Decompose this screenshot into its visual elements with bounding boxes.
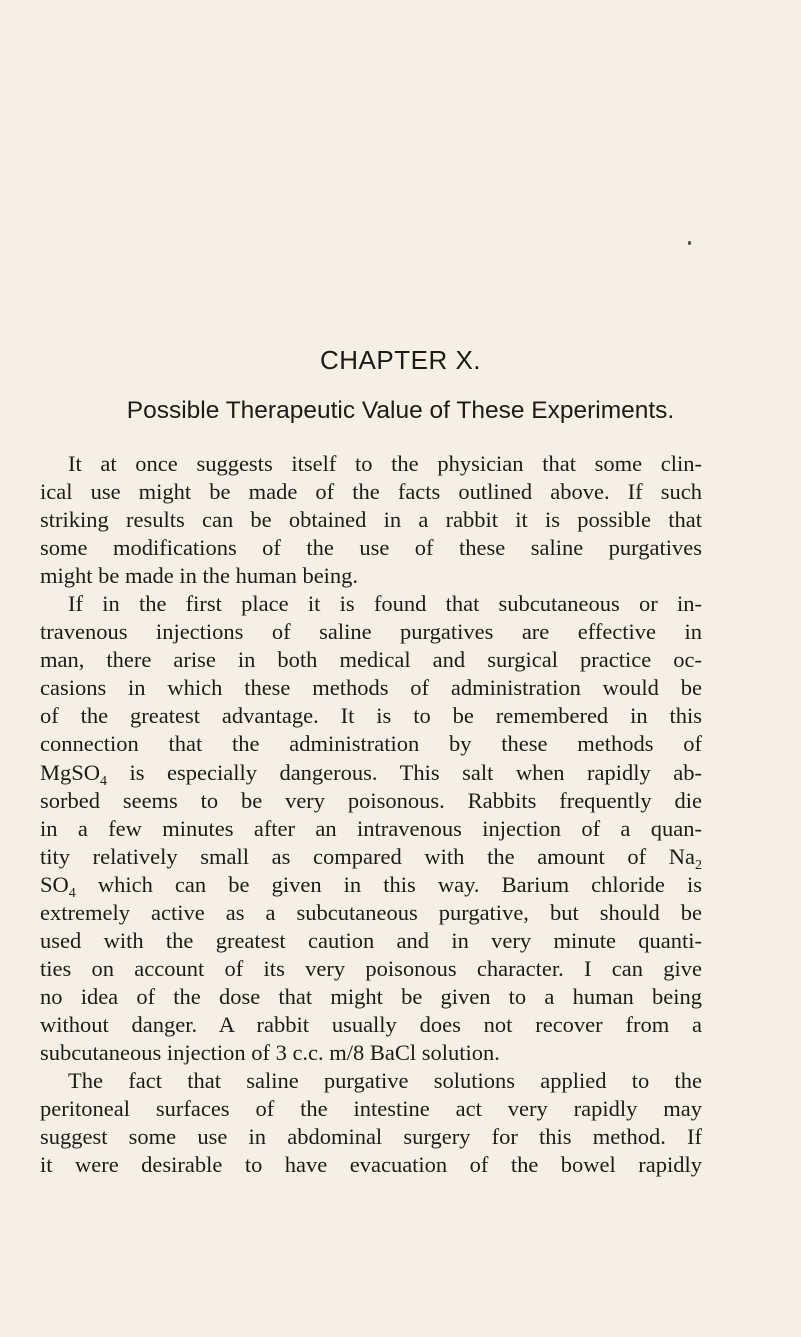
text-line: some modifications of the use of these saline purgatives (40, 535, 702, 561)
text-line: might be made in the human being. (40, 563, 359, 589)
paper-speck (688, 241, 691, 245)
text-line: used with the greatest caution and in very minute quanti- (40, 927, 702, 953)
text-line: no idea of the dose that might be given to a human being (40, 983, 702, 1009)
text-line: travenous injections of saline purgatives are effective in (40, 619, 702, 645)
text-line: ties on account of its very poisonous character. I can give (40, 955, 702, 981)
chapter-heading: CHAPTER X. (319, 345, 482, 375)
text-line: The fact that saline purgative solutions applied to the (68, 1068, 702, 1094)
text-line: subcutaneous injection of 3 c.c. m/8 BaCl solution. (40, 1039, 500, 1065)
chemical-formula: SO (40, 871, 69, 897)
text-line: it were desirable to have evacuation of the bowel rapidly (40, 1152, 702, 1178)
text-line (40, 759, 702, 787)
text-line: ical use might be made of the facts outlined above. If such (40, 479, 702, 505)
text-line: man, there arise in both medical and surgical practice oc- (40, 647, 702, 673)
text-line: extremely active as a subcutaneous purgative, but should be (40, 899, 702, 925)
text-line: casions in which these methods of administration would be (40, 675, 702, 701)
text-line: peritoneal surfaces of the intestine act very rapidly may (40, 1096, 702, 1122)
subscript: 4 (68, 885, 76, 901)
text-line: connection that the administration by these methods of (40, 731, 702, 757)
text-line: without danger. A rabbit usually does not recover from a (40, 1011, 702, 1037)
text-line: in a few minutes after an intravenous injection of a quan- (40, 815, 702, 841)
chemical-formula: MgSO (40, 759, 101, 785)
subscript: 2 (695, 857, 702, 873)
text-line: If in the first place it is found that subcutaneous or in- (68, 591, 702, 617)
text-line: of the greatest advantage. It is to be remembered in this (40, 703, 702, 729)
text-line (40, 843, 702, 871)
chapter-title: Possible Therapeutic Value of These Experiments. (126, 397, 675, 424)
text-fragment: is especially dangerous. This salt when rapidly ab- (107, 759, 702, 785)
text-fragment: which can be given in this way. Barium chloride is (75, 871, 702, 897)
text-line: sorbed seems to be very poisonous. Rabbits frequently die (40, 787, 702, 813)
text-fragment: tity relatively small as compared with the amount of Na (40, 843, 695, 869)
text-line: It at once suggests itself to the physician that some clin- (68, 451, 702, 476)
subscript: 4 (100, 773, 108, 789)
text-line: striking results can be obtained in a rabbit it is possible that (40, 507, 702, 533)
text-line: suggest some use in abdominal surgery for this method. If (40, 1124, 702, 1150)
text-line (40, 871, 702, 899)
body-text (40, 450, 702, 1179)
